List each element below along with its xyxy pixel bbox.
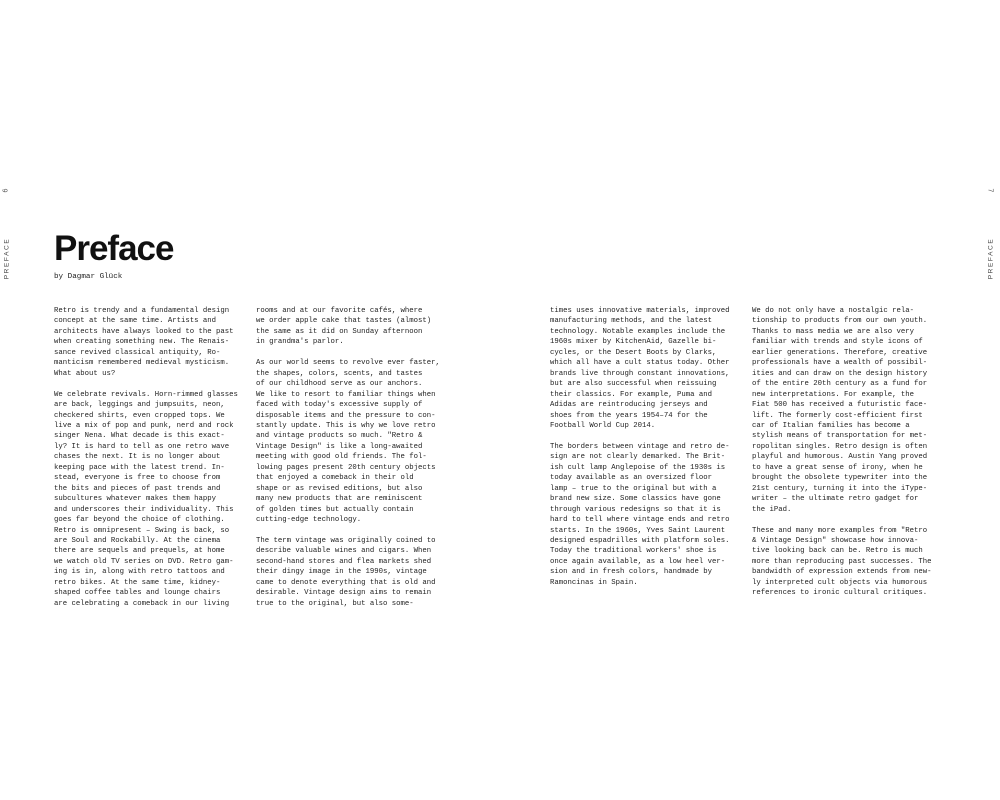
running-head-right: PREFACE (987, 237, 995, 280)
paragraph: times uses innovative materials, improved manufacturing methods, and the latest technology. Notable examples include the 1960s mixer by KitchenAid, Gazelle bi- cycles, or the Desert Boots by Clarks, which all have a cult status today. Other brands live through constant innovations, but are also successful when reissuing their classics. For example, Puma and Adidas are reintroducing jerseys and shoes from the years 1954–74 for the Football World Cup 2014. (550, 307, 730, 430)
running-head-left: PREFACE (3, 237, 11, 280)
paragraph: We do not only have a nostalgic rela- tionship to products from our own youth. Thanks to mass media we are also very familiar with trends and style icons of earlier generations. Therefore, creative professionals have a wealth of possibil- ities and can draw on the design history of the entire 20th century as a fund for new interpretations. For example, the Fiat 500 has received a futuristic face- lift. The formerly cost-efficient first car of Italian families has become a stylish means of transportation for met- ropolitan singles. Retro design is often playful and humorous. Austin Yang proved to have a great sense of irony, when he brought the obsolete typewriter into the 21st century, turning it into the iType- writer – the ultimate retro gadget for the iPad. (752, 307, 928, 514)
text-column-2 (256, 306, 454, 620)
page-number-right: 7 (986, 188, 994, 193)
text-column-3 (550, 306, 748, 599)
author-byline: by Dagmar Glück (54, 273, 123, 281)
paragraph: As our world seems to revolve ever faster, the shapes, colors, scents, and tastes of our childhood serve as our anchors. We like to resort to familiar things when faced with today's excessive supply of disposable items and the pressure to con- stantly update. This is why we love retro and vintage products so much. "Retro & Vintage Design" is like a long-awaited meeting with good old friends. The fol- lowing pages present 20th century objects that enjoyed a comeback in their old shape or as revised editions, but also many new products that are reminiscent of golden times but actually contain cutting-edge technology. (256, 359, 440, 525)
paragraph: The term vintage was originally coined to describe valuable wines and cigars. When second-hand stores and flea markets shed their dingy image in the 1990s, vintage came to denote everything that is old and desirable. Vintage design aims to remain true to the original, but also some- (256, 536, 436, 608)
paragraph: These and many more examples from "Retro & Vintage Design" showcase how innova- tive looking back can be. Retro is much more than reproducing past successes. The bandwidth of expression extends from new- ly interpreted cult objects via humorous references to ironic cultural critiques. (752, 526, 932, 598)
text-column-4 (752, 306, 950, 609)
paragraph: Retro is trendy and a fundamental design concept at the same time. Artists and architects have always looked to the past when creating something new. The Renais- sance revived classical antiquity, Ro- manticism remembered medieval mysticism. What about us? (54, 307, 234, 378)
text-column-1 (54, 306, 252, 620)
paragraph: rooms and at our favorite cafés, where we order apple cake that tastes (almost) the same as it did on Sunday afternoon in grandma's parlor. (256, 307, 432, 347)
page-number-left: 6 (2, 188, 10, 193)
paragraph: The borders between vintage and retro de- sign are not clearly demarked. The Brit- ish cult lamp Anglepoise of the 1930s is today available as an oversized floor lamp – true to the original but with a brand new size. Some classics have gone through various redesigns so that it is hard to tell where vintage ends and retro starts. In the 1960s, Yves Saint Laurent designed espadrilles with platform soles. Today the traditional workers' shoe is once again available, as a low heel ver- sion and in fresh colors, handmade by Ramoncinas in Spain. (550, 442, 730, 587)
paragraph: We celebrate revivals. Horn-rimmed glasses are back, leggings and jumpsuits, neon, checkered shirts, even cropped tops. We live a mix of pop and punk, nerd and rock singer Nena. What decade is this exact- ly? It is hard to tell as one retro wave chases the next. It is no longer about keeping pace with the latest trend. In- stead, everyone is free to choose from the bits and pieces of past trends and subcultures whatever makes them happy and underscores their individuality. This goes far beyond the choice of clothing. Retro is omnipresent – Swing is back, so are Soul and Rockabilly. At the cinema there are sequels and prequels, at home we watch old TV series on DVD. Retro gam- ing is in, along with retro tattoos and retro bikes. At the same time, kidney- shaped coffee tables and lounge chairs are celebrating a comeback in our living (54, 390, 238, 608)
page-title: Preface (54, 229, 174, 268)
